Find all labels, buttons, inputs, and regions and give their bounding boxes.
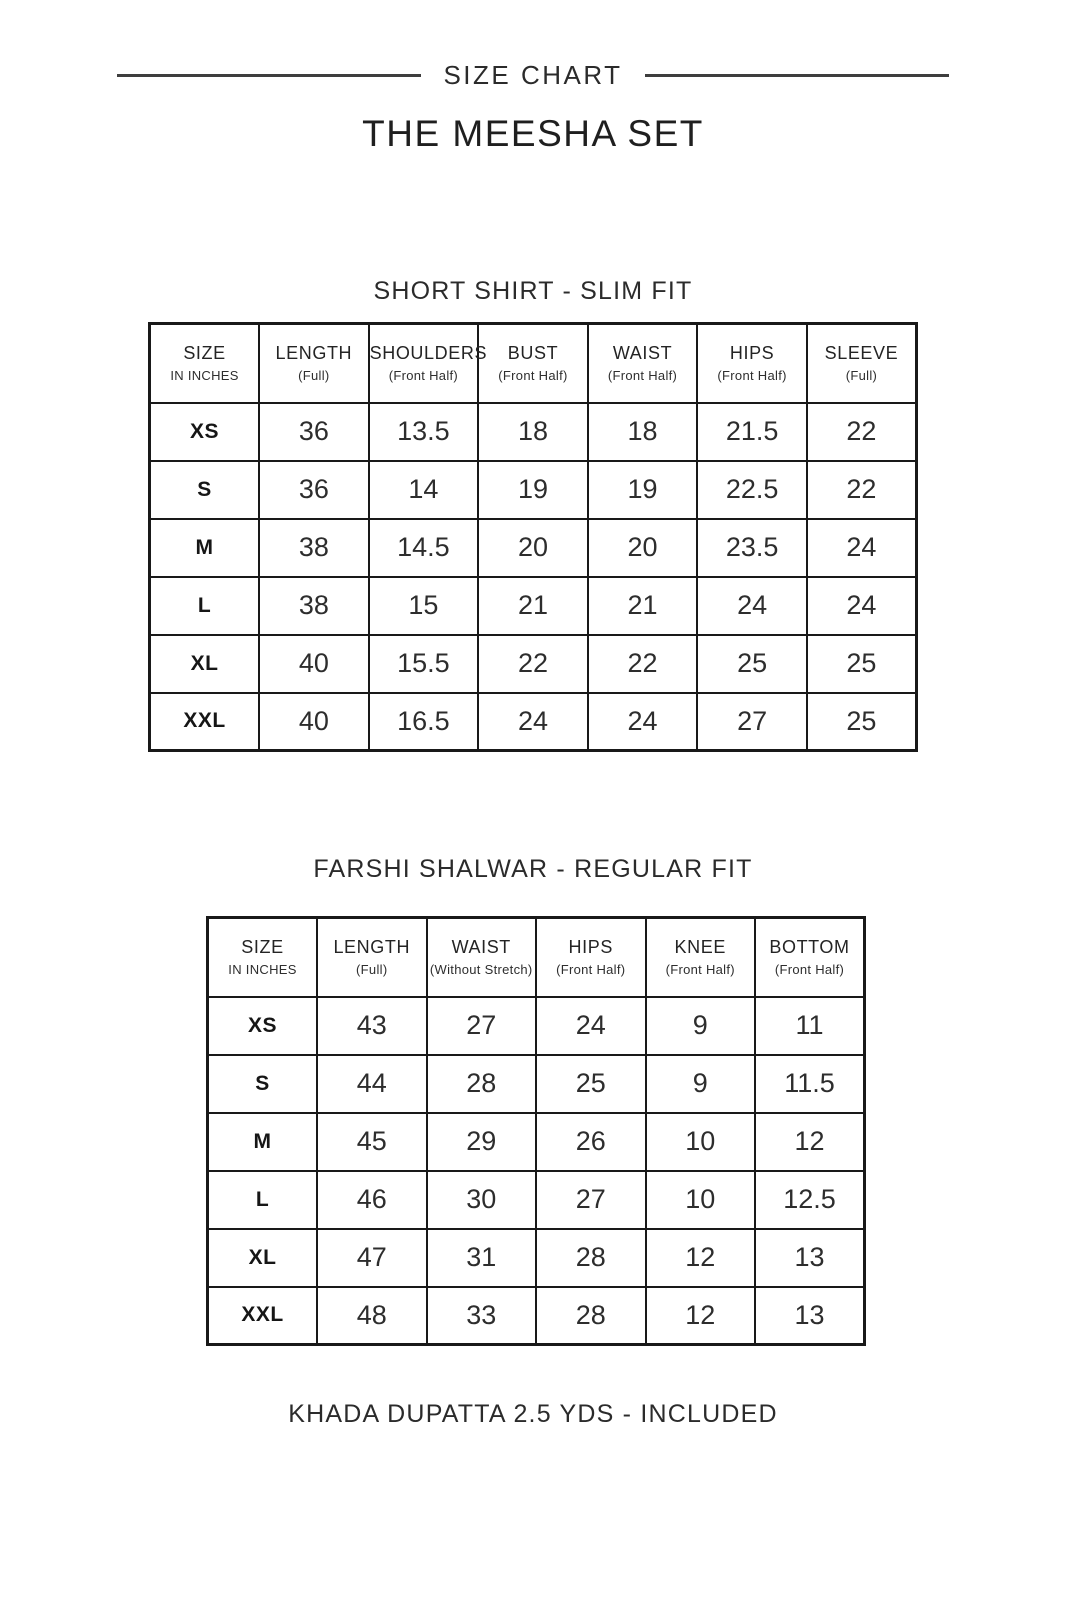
measurement-cell: 28: [536, 1287, 646, 1345]
column-label: SHOULDERS: [369, 343, 488, 364]
page-header: [0, 60, 1066, 91]
measurement-cell: 15.5: [369, 635, 479, 693]
column-sublabel: (Full): [845, 368, 878, 384]
column-header: [807, 324, 917, 403]
measurement-cell: 12: [646, 1229, 756, 1287]
measurement-cell: 14.5: [369, 519, 479, 577]
table-row: [150, 693, 917, 751]
column-label: WAIST: [451, 937, 511, 958]
size-label-cell: XXL: [208, 1287, 318, 1345]
measurement-cell: 24: [807, 577, 917, 635]
column-sublabel: (Full): [298, 368, 330, 384]
farshi-shalwar-header-row: [208, 918, 865, 997]
measurement-cell: 22: [807, 461, 917, 519]
farshi-shalwar-table-title: FARSHI SHALWAR - REGULAR FIT: [313, 855, 753, 883]
short-shirt-size-table: [148, 322, 918, 752]
table-row: [208, 1113, 865, 1171]
measurement-cell: 26: [536, 1113, 646, 1171]
size-label-cell: L: [150, 577, 260, 635]
measurement-cell: 25: [536, 1055, 646, 1113]
measurement-cell: 18: [478, 403, 588, 461]
table-row: [208, 997, 865, 1055]
column-label: KNEE: [674, 937, 726, 958]
measurement-cell: 13: [755, 1229, 865, 1287]
measurement-cell: 27: [427, 997, 537, 1055]
column-header: [536, 918, 646, 997]
column-label: HIPS: [568, 937, 613, 958]
measurement-cell: 10: [646, 1113, 756, 1171]
short-shirt-header-row: [150, 324, 917, 403]
measurement-cell: 47: [317, 1229, 427, 1287]
measurement-cell: 25: [697, 635, 807, 693]
column-sublabel: (Front Half): [774, 962, 845, 978]
table-row: [208, 1055, 865, 1113]
measurement-cell: 44: [317, 1055, 427, 1113]
measurement-cell: 11.5: [755, 1055, 865, 1113]
measurement-cell: 40: [259, 693, 369, 751]
measurement-cell: 24: [588, 693, 698, 751]
table-row: [208, 1287, 865, 1345]
size-label-cell: S: [208, 1055, 318, 1113]
measurement-cell: 29: [427, 1113, 537, 1171]
measurement-cell: 43: [317, 997, 427, 1055]
column-label: SLEEVE: [824, 343, 899, 364]
product-name: THE MEESHA SET: [362, 113, 704, 154]
measurement-cell: 13: [755, 1287, 865, 1345]
measurement-cell: 21: [588, 577, 698, 635]
measurement-cell: 28: [427, 1055, 537, 1113]
column-header: [478, 324, 588, 403]
column-sublabel: (Without Stretch): [429, 962, 533, 978]
column-label: BOTTOM: [769, 937, 850, 958]
measurement-cell: 10: [646, 1171, 756, 1229]
table-row: [208, 1229, 865, 1287]
table-row: [150, 635, 917, 693]
measurement-cell: 38: [259, 577, 369, 635]
short-shirt-table-body: [150, 403, 917, 751]
measurement-cell: 22: [478, 635, 588, 693]
measurement-cell: 21: [478, 577, 588, 635]
table-row: [208, 1171, 865, 1229]
size-label-cell: M: [150, 519, 260, 577]
table-row: [150, 577, 917, 635]
short-shirt-table-title: SHORT SHIRT - SLIM FIT: [373, 277, 693, 305]
measurement-cell: 25: [807, 635, 917, 693]
measurement-cell: 24: [697, 577, 807, 635]
size-label-cell: L: [208, 1171, 318, 1229]
column-sublabel: IN INCHES: [228, 962, 297, 978]
measurement-cell: 46: [317, 1171, 427, 1229]
title-rule-right: [645, 74, 949, 77]
measurement-cell: 12.5: [755, 1171, 865, 1229]
column-header: [427, 918, 537, 997]
column-sublabel: (Front Half): [498, 368, 568, 384]
size-label-cell: XS: [208, 997, 318, 1055]
measurement-cell: 19: [588, 461, 698, 519]
measurement-cell: 24: [807, 519, 917, 577]
dupatta-included-note: KHADA DUPATTA 2.5 YDS - INCLUDED: [288, 1400, 778, 1428]
measurement-cell: 27: [697, 693, 807, 751]
measurement-cell: 24: [478, 693, 588, 751]
measurement-cell: 38: [259, 519, 369, 577]
measurement-cell: 23.5: [697, 519, 807, 577]
measurement-cell: 19: [478, 461, 588, 519]
measurement-cell: 20: [478, 519, 588, 577]
column-header: [697, 324, 807, 403]
column-sublabel: (Front Half): [388, 368, 459, 384]
measurement-cell: 25: [807, 693, 917, 751]
farshi-shalwar-size-table: [206, 916, 866, 1346]
column-sublabel: (Front Half): [717, 368, 787, 384]
column-label: SIZE: [241, 937, 284, 958]
measurement-cell: 13.5: [369, 403, 479, 461]
measurement-cell: 31: [427, 1229, 537, 1287]
measurement-cell: 40: [259, 635, 369, 693]
column-header: [150, 324, 260, 403]
table-row: [150, 403, 917, 461]
measurement-cell: 45: [317, 1113, 427, 1171]
measurement-cell: 14: [369, 461, 479, 519]
size-label-cell: XL: [208, 1229, 318, 1287]
column-header: [755, 918, 865, 997]
column-header: [588, 324, 698, 403]
size-label-cell: XL: [150, 635, 260, 693]
measurement-cell: 30: [427, 1171, 537, 1229]
measurement-cell: 22: [807, 403, 917, 461]
column-label: WAIST: [612, 343, 673, 364]
measurement-cell: 15: [369, 577, 479, 635]
column-label: HIPS: [729, 343, 775, 364]
column-label: SIZE: [183, 343, 226, 364]
column-label: LENGTH: [333, 937, 411, 958]
size-label-cell: XXL: [150, 693, 260, 751]
table-row: [150, 461, 917, 519]
measurement-cell: 12: [755, 1113, 865, 1171]
size-label-cell: XS: [150, 403, 260, 461]
measurement-cell: 11: [755, 997, 865, 1055]
column-label: BUST: [507, 343, 559, 364]
column-header: [208, 918, 318, 997]
measurement-cell: 12: [646, 1287, 756, 1345]
measurement-cell: 33: [427, 1287, 537, 1345]
farshi-shalwar-table-body: [208, 997, 865, 1345]
column-header: [317, 918, 427, 997]
measurement-cell: 16.5: [369, 693, 479, 751]
size-label-cell: S: [150, 461, 260, 519]
column-sublabel: IN INCHES: [170, 368, 239, 384]
page-title: SIZE CHART: [443, 60, 623, 90]
measurement-cell: 22.5: [697, 461, 807, 519]
column-header: [369, 324, 488, 403]
measurement-cell: 27: [536, 1171, 646, 1229]
measurement-cell: 22: [588, 635, 698, 693]
measurement-cell: 48: [317, 1287, 427, 1345]
table-row: [150, 519, 917, 577]
measurement-cell: 9: [646, 997, 756, 1055]
measurement-cell: 20: [588, 519, 698, 577]
measurement-cell: 36: [259, 461, 369, 519]
measurement-cell: 36: [259, 403, 369, 461]
column-header: [646, 918, 756, 997]
measurement-cell: 21.5: [697, 403, 807, 461]
measurement-cell: 9: [646, 1055, 756, 1113]
column-sublabel: (Front Half): [556, 962, 626, 978]
measurement-cell: 28: [536, 1229, 646, 1287]
column-sublabel: (Front Half): [665, 962, 735, 978]
column-sublabel: (Full): [356, 962, 388, 978]
column-header: [259, 324, 369, 403]
column-label: LENGTH: [275, 343, 353, 364]
measurement-cell: 18: [588, 403, 698, 461]
size-label-cell: M: [208, 1113, 318, 1171]
title-rule-left: [117, 74, 421, 77]
column-sublabel: (Front Half): [607, 368, 678, 384]
measurement-cell: 24: [536, 997, 646, 1055]
